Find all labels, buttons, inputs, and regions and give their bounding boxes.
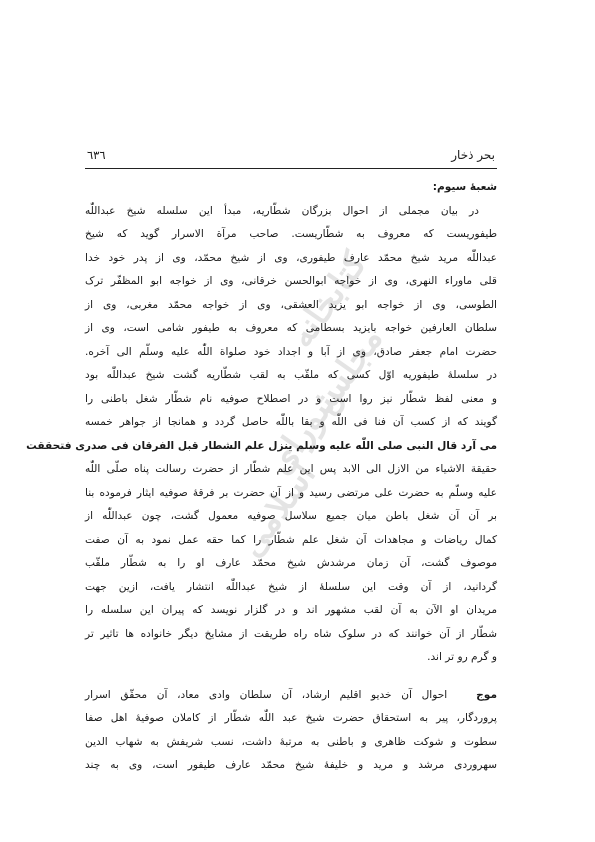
watermark-text: اسلامی bbox=[230, 455, 324, 565]
text-line: در بیان مجملی از احوال بزرگان شطّاریه، مبدأ این سلسله شیخ عبداللّٰه bbox=[85, 204, 479, 217]
text-line: و معنی لفظ شطّار نیز روا است و در اصطلاح صوفیه نام شطّار شغل باطنی را bbox=[85, 392, 497, 405]
page-number: ٦٣٦ bbox=[87, 148, 106, 162]
text-line: حقیقة الاشیاء من الازل الی الابد پس این علم شطّار از حضرت رسالت پناه صلّی اللّٰه bbox=[85, 463, 497, 475]
watermark-text: کتابخانه bbox=[281, 244, 376, 356]
text-line: سلطان العارفین خواجه بایزید بسطامی که معروف به طیفور شامی است، وی از bbox=[85, 322, 497, 334]
header-title: بحر ذخار bbox=[451, 148, 495, 162]
text-line: الطوسی، وی از خواجه ابو یزید العشقی، وی از خواجه محمّد مغربی، وی از bbox=[85, 298, 497, 311]
text-line: طیفوریست که معروف به شطّاریست. صاحب مرآة الاسرار گوید که شیخ bbox=[85, 228, 497, 240]
text-line: قلی ماوراء النهری، وی از خواجه ابوالحسن خرقانی، وی از خواجه ابو المظفّر ترک bbox=[85, 275, 497, 287]
text-line: و گرم رو تر اند. bbox=[427, 651, 497, 663]
paragraph-label: موج bbox=[476, 688, 498, 701]
text-line: شطّار از آن خوانند که در سلوک شاه راه طریقت از مشایخ دیگر خانواده ها تاثیر تر bbox=[85, 627, 497, 640]
text-line: سهروردی مرشد و مرید و خلیفهٔ شیخ محمّد عارف طیفور است، وی به چند bbox=[85, 759, 497, 771]
text-line-arabic-quote: می آرد قال النبی صلی اللّٰه علیه وسلم ینزل علم الشطار قبل الفرقان فی صدری فتحققت bbox=[26, 439, 497, 452]
text-line: حضرت امام جعفر صادق، وی از آبا و اجداد خود صلواة اللّٰه علیه وسلّم الی آخره. bbox=[85, 345, 497, 358]
text-line: در سلسلهٔ طیفوریه اوّل کسی که ملقّب به لقب شطّاریه گشت شیخ عبداللّٰه بود bbox=[85, 369, 497, 381]
text-line: بر آن آن شغل باطن میان جمیع سلاسل صوفیه معمول گشت، چون عبداللّٰه از bbox=[85, 510, 497, 522]
text-line bbox=[85, 684, 497, 708]
text-line: گویند که از کسب آن فنا فی اللّٰه و بقا باللّٰه حاصل گردد و همانجا از جواهر خمسه bbox=[85, 416, 497, 428]
text-line: موصوف گشت، آن زمان مرشدش شیخ محمّد عارف او را به شطّار ملقّب bbox=[85, 557, 497, 569]
paragraph-gap bbox=[85, 670, 497, 684]
header-rule bbox=[85, 168, 497, 169]
page-body bbox=[26, 176, 498, 778]
text-line: کمال ریاضات و مجاهدات آن شغل علم شطّار را کما حقه عمل نمود به آن صفت bbox=[85, 533, 497, 546]
text-line-content: احوال آن خدیو اقلیم ارشاد، آن سلطان وادی معاد، آن محقّق اسرار bbox=[85, 688, 448, 701]
text-line: گردانید، از آن وقت این سلسلهٔ از شیخ عبداللّٰه انتشار یافت، ازین جهت bbox=[85, 580, 497, 593]
watermark-text: شورای bbox=[259, 378, 349, 482]
running-header bbox=[85, 146, 497, 168]
text-line: پروردگار، پیر به استحقاق حضرت شیخ عبد اللّٰه شطّار از کاملان صوفیهٔ اهل صفا bbox=[85, 712, 497, 724]
text-line: علیه وسلّم به حضرت علی مرتضی رسید و از آن حضرت بر فرقهٔ صوفیه ایثار فرموده بنا bbox=[85, 486, 497, 499]
paragraph-shuttari-lineage bbox=[26, 200, 497, 670]
section-heading: شعبهٔ سیوم: bbox=[432, 181, 497, 193]
text-line: مریدان او الآن به آن لقب مشهور اند و در گلزار نویسد که پیران این سلسله را bbox=[85, 604, 497, 616]
text-line: سطوت و شوکت ظاهری و باطنی به مرتبهٔ داشت، نسب شریفش به شهاب الدین bbox=[85, 735, 497, 748]
text-line: عبداللّٰه مرید شیخ محمّد عارف طیفوری، وی از شیخ محمّد، وی از پدر خود خدا bbox=[85, 251, 497, 264]
paragraph-shaikh-abdullah bbox=[85, 684, 497, 778]
watermark-text: مجلس bbox=[303, 319, 391, 421]
